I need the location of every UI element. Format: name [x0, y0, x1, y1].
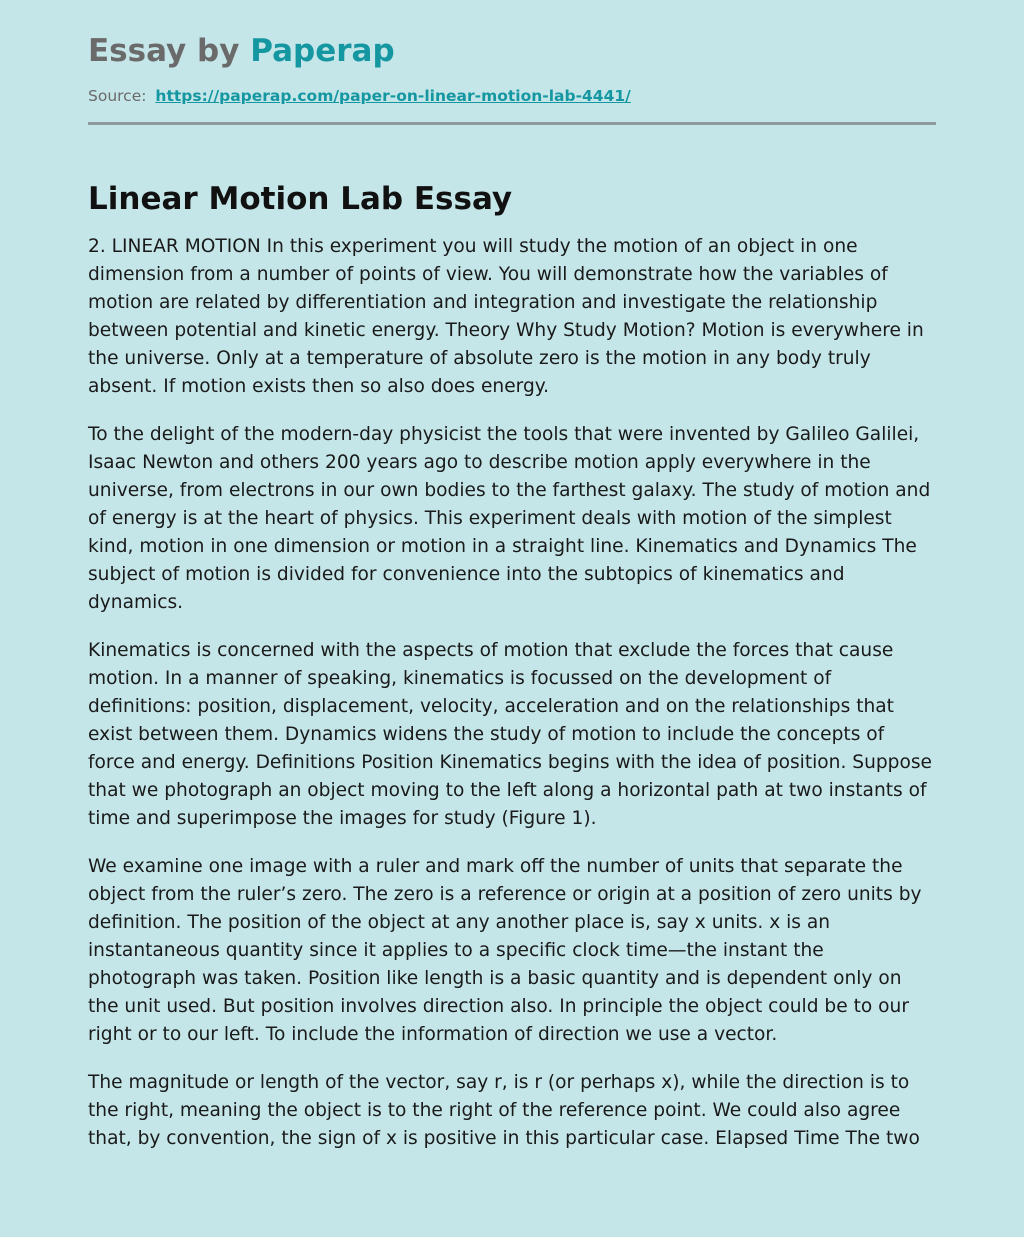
brand-prefix: Essay by	[88, 33, 251, 69]
brand-name: Paperap	[250, 33, 395, 69]
essay-paragraph: We examine one image with a ruler and mark off the number of units that separate the object from the ruler’s zero. The zero is a reference or origin at a position of zero units by definition. The position of the object at any another place is, say x units. x is an instantaneous quantity since it applies to a specific clock time—the instant the photograph was taken. Position like length is a basic quantity and is dependent only on the unit used. But position involves direction also. In principle the object could be to our right or to our left. To include the information of direction we use a vector.	[88, 856, 922, 1045]
essay-paragraph: 2. LINEAR MOTION In this experiment you will study the motion of an object in one dimension from a number of points of view. You will demonstrate how the variables of motion are related by differentiation and integration and investigate the relationship between potential and kinetic energy. Theory Why Study Motion? Motion is everywhere in the universe. Only at a temperature of absolute zero is the motion in any body truly absent. If motion exists then so also does energy.	[88, 236, 924, 397]
source-label: Source:	[88, 87, 147, 105]
header	[88, 30, 936, 125]
source-line	[88, 85, 936, 107]
essay-title: Linear Motion Lab Essay	[88, 181, 513, 217]
header-divider	[88, 122, 936, 125]
site-brand	[88, 30, 936, 72]
page	[88, 0, 936, 1153]
essay-paragraph: To the delight of the modern-day physicist the tools that were invented by Galileo Galilei, Isaac Newton and others 200 years ago to describe motion apply everywhere in the universe, from electrons in our own bodies to the farthest galaxy. The study of motion and of energy is at the heart of physics. This experiment deals with motion of the simplest kind, motion in one dimension or motion in a straight line. Kinematics and Dynamics The subject of motion is divided for convenience into the subtopics of kinematics and dynamics.	[88, 424, 931, 613]
source-link[interactable]: https://paperap.com/paper-on-linear-motion-lab-4441/	[155, 87, 631, 105]
essay-article	[88, 179, 936, 1153]
essay-paragraph: Kinematics is concerned with the aspects of motion that exclude the forces that cause motion. In a manner of speaking, kinematics is focussed on the development of definitions: position, displacement, velocity, acceleration and on the relationships that exist between them. Dynamics widens the study of motion to include the concepts of force and energy. Definitions Position Kinematics begins with the idea of position. Suppose that we photograph an object moving to the left along a horizontal path at two instants of time and superimpose the images for study (Figure 1).	[88, 640, 932, 829]
essay-body	[88, 233, 936, 1153]
essay-paragraph: The magnitude or length of the vector, say r, is r (or perhaps x), while the direction is to the right, meaning the object is to the right of the reference point. We could also agree that, by convention, the sign of x is positive in this particular case. Elapsed Time The two	[88, 1072, 920, 1149]
